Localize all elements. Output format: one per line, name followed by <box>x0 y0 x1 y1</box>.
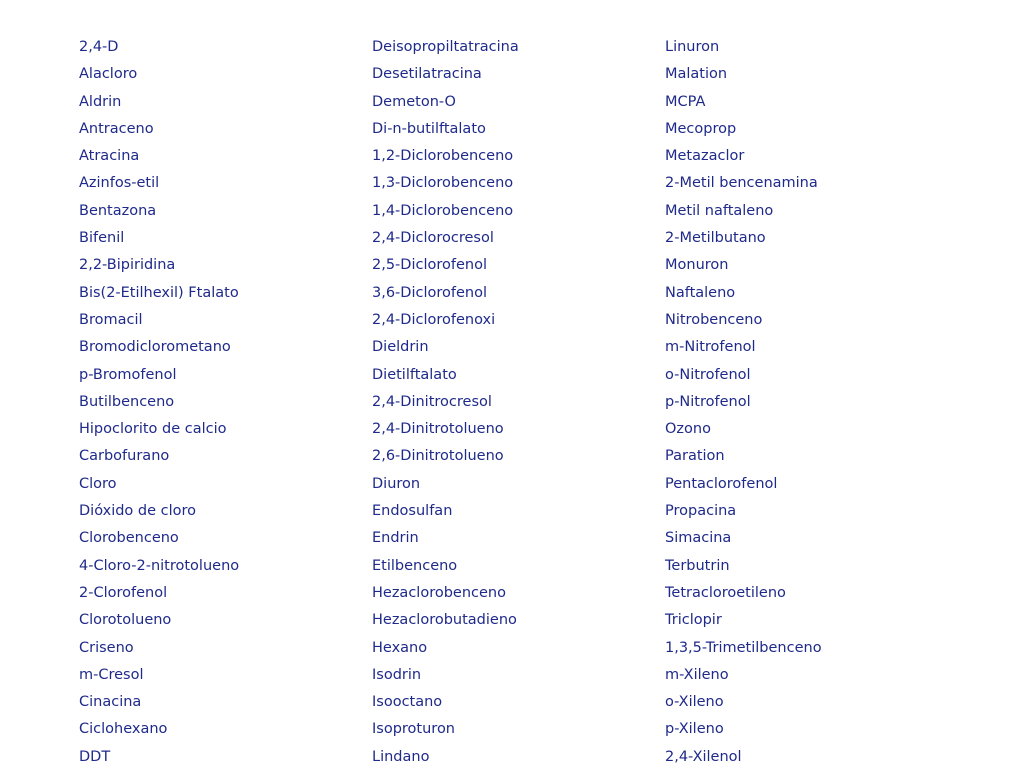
compound-name: Bromodiclorometano <box>79 339 231 356</box>
compound-column-1 <box>79 34 372 771</box>
compound-name: Clorotolueno <box>79 612 172 629</box>
compound-name: Hexano <box>372 639 428 656</box>
compound-name: Mecoprop <box>665 120 737 137</box>
compound-name: Ciclohexano <box>79 721 168 738</box>
compound-name: Endrin <box>372 530 419 547</box>
compound-name: Isoproturon <box>372 721 455 738</box>
compound-name: Hipoclorito de calcio <box>79 421 227 438</box>
compound-name: 2,4-Xilenol <box>665 748 742 765</box>
compound-name: p-Bromofenol <box>79 366 177 383</box>
compound-name: Bentazona <box>79 202 157 219</box>
compound-name: Monuron <box>665 257 729 274</box>
compound-name: 4-Cloro-2-nitrotolueno <box>79 557 240 574</box>
compound-name: Pentaclorofenol <box>665 475 778 492</box>
compound-name: m-Cresol <box>79 666 144 683</box>
compound-name: Di-n-butilftalato <box>372 120 486 137</box>
compound-name: 2-Metilbutano <box>665 230 766 247</box>
compound-name: Deisopropiltatracina <box>372 39 519 55</box>
compound-name: MCPA <box>665 93 706 110</box>
compound-name: p-Xileno <box>665 721 724 738</box>
compound-name: Dióxido de cloro <box>79 503 197 520</box>
compound-name: Metazaclor <box>665 148 745 165</box>
compound-name: DDT <box>79 748 111 765</box>
compound-name: 2-Clorofenol <box>79 584 168 601</box>
compound-column-3 <box>665 34 945 771</box>
compound-name: Bromacil <box>79 311 143 328</box>
compound-name: Butilbenceno <box>79 393 175 410</box>
compound-name: 1,3-Diclorobenceno <box>372 175 514 192</box>
compound-name: Paration <box>665 448 725 465</box>
compound-name: Dieldrin <box>372 339 429 356</box>
compound-name: Propacina <box>665 503 737 520</box>
compound-name: Azinfos-etil <box>79 175 160 192</box>
compound-name: o-Xileno <box>665 694 724 711</box>
compound-name: Demeton-O <box>372 93 456 110</box>
compound-name: Cloro <box>79 475 117 492</box>
compound-name: Malation <box>665 66 728 83</box>
compound-name: Alacloro <box>79 66 138 83</box>
compound-name: Diuron <box>372 475 421 492</box>
compound-name: 2,4-Dinitrocresol <box>372 393 492 410</box>
compound-name: Criseno <box>79 639 134 656</box>
compound-name: m-Xileno <box>665 666 729 683</box>
compound-name: Carbofurano <box>79 448 170 465</box>
compound-name: 1,2-Diclorobenceno <box>372 148 514 165</box>
compound-name: Clorobenceno <box>79 530 179 547</box>
compound-name: o-Nitrofenol <box>665 366 751 383</box>
compound-name: Lindano <box>372 748 430 765</box>
compound-list <box>79 34 945 771</box>
compound-name: Atracina <box>79 148 140 165</box>
compound-name: 3,6-Diclorofenol <box>372 284 487 301</box>
compound-name: Naftaleno <box>665 284 736 301</box>
compound-name: Metil naftaleno <box>665 202 774 219</box>
compound-name: 2,4-Diclorocresol <box>372 230 494 247</box>
compound-name: Antraceno <box>79 120 154 137</box>
compound-name: Terbutrin <box>665 557 730 574</box>
compound-column-2 <box>372 34 665 771</box>
compound-name: Hezaclorobenceno <box>372 584 506 601</box>
compound-name: Etilbenceno <box>372 557 458 574</box>
compound-name: 2,6-Dinitrotolueno <box>372 448 504 465</box>
compound-name: Triclopir <box>665 612 722 629</box>
compound-name: 2-Metil bencenamina <box>665 175 818 192</box>
compound-name: Isodrin <box>372 666 422 683</box>
compound-name: Isooctano <box>372 694 443 711</box>
compound-name: p-Nitrofenol <box>665 393 751 410</box>
compound-name: 2,4-D <box>79 39 119 55</box>
compound-name: 2,4-Diclorofenoxi <box>372 311 496 328</box>
compound-name: 2,2-Bipiridina <box>79 257 176 274</box>
compound-name: 2,4-Dinitrotolueno <box>372 421 504 438</box>
compound-name: Ozono <box>665 421 711 438</box>
compound-name: Tetracloroetileno <box>665 584 786 601</box>
compound-name: Cinacina <box>79 694 142 711</box>
compound-name: Bifenil <box>79 230 125 247</box>
compound-name: 1,3,5-Trimetilbenceno <box>665 639 822 656</box>
compound-name: Desetilatracina <box>372 66 482 83</box>
compound-name: Nitrobenceno <box>665 311 763 328</box>
compound-name: Bis(2-Etilhexil) Ftalato <box>79 284 239 301</box>
compound-name: Simacina <box>665 530 732 547</box>
compound-name: m-Nitrofenol <box>665 339 756 356</box>
compound-name: Linuron <box>665 39 720 55</box>
compound-name: 1,4-Diclorobenceno <box>372 202 514 219</box>
compound-name: Endosulfan <box>372 503 453 520</box>
compound-name: Dietilftalato <box>372 366 457 383</box>
compound-name: Hezaclorobutadieno <box>372 612 517 629</box>
compound-name: 2,5-Diclorofenol <box>372 257 487 274</box>
compound-name: Aldrin <box>79 93 122 110</box>
